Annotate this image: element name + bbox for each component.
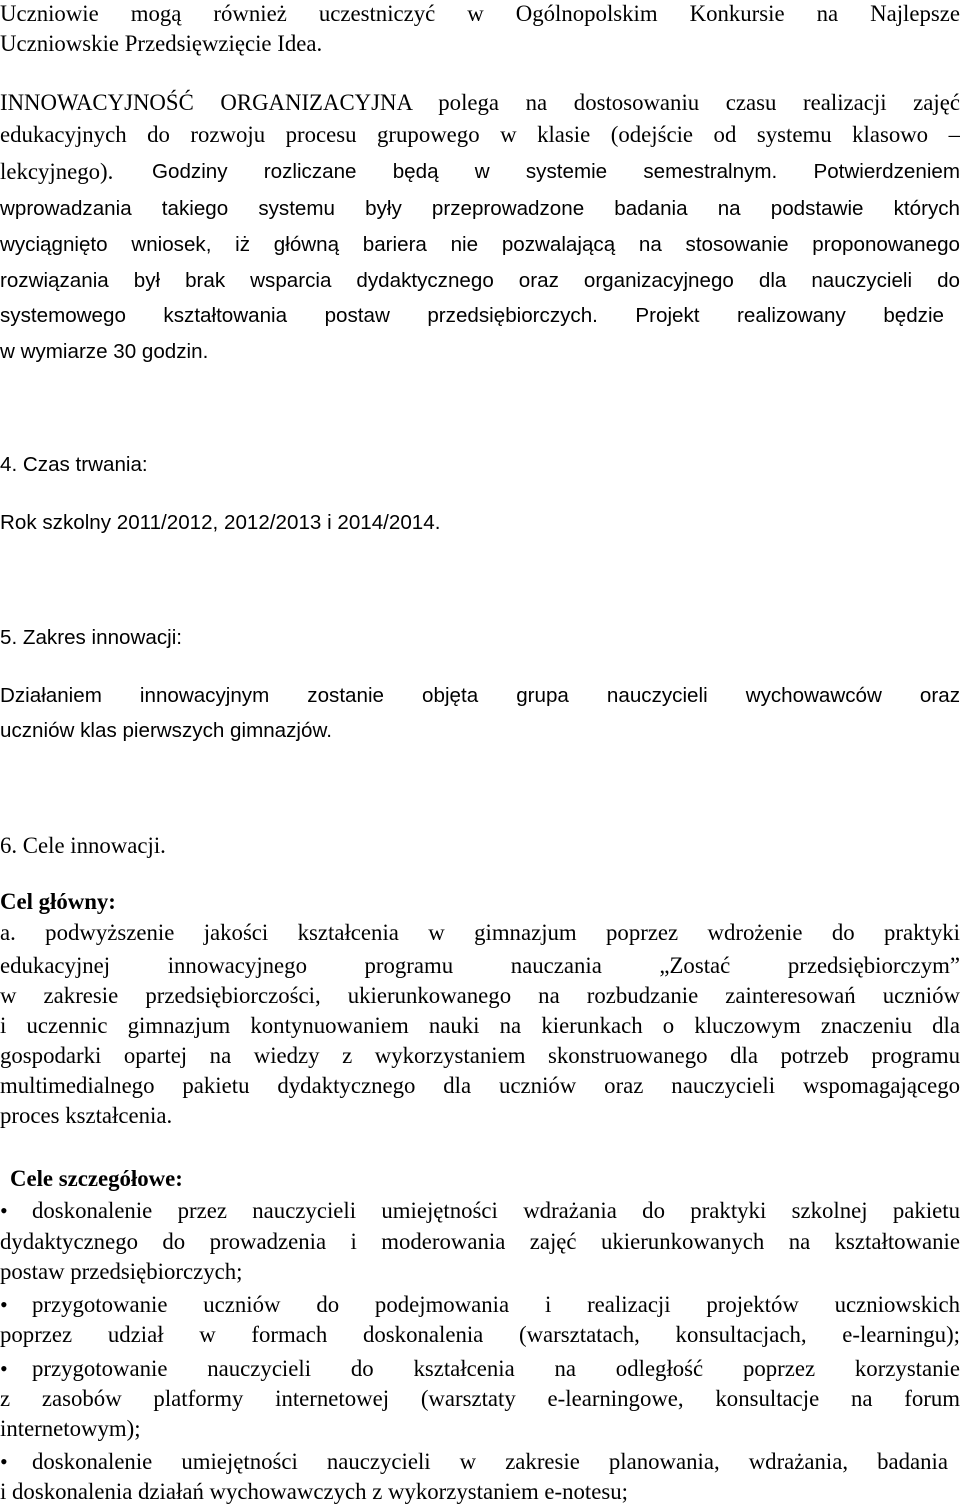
specific-goal-line: poprzez udział w formach doskonalenia (warsztatach, konsultacjach, e-learningu); xyxy=(0,1322,960,1347)
specific-goals-heading: Cele szczegółowe: xyxy=(10,1166,183,1191)
innovation-line-6: rozwiązania był brak wsparcia dydaktycznego oraz organizacyjnego dla nauczycieli do xyxy=(0,269,960,292)
specific-goal-first-line: doskonalenie przez nauczycieli umiejętności wdrażania do praktyki szkolnej pakietu xyxy=(32,1198,960,1223)
specific-goal-first-line: doskonalenie umiejętności nauczycieli w zakresie planowania, wdrażania, badania xyxy=(32,1449,948,1474)
specific-goal-line: z zasobów platformy internetowej (warsztaty e-learningowe, konsultacje na forum xyxy=(0,1386,960,1411)
specific-goal-line: postaw przedsiębiorczych; xyxy=(0,1259,243,1284)
bullet-icon: • xyxy=(0,1449,8,1474)
section-5-line-1: Działaniem innowacyjnym zostanie objęta grupa nauczycieli wychowawców oraz xyxy=(0,684,960,707)
innovation-line-3 xyxy=(0,157,960,187)
section-4-heading: 4. Czas trwania: xyxy=(0,453,148,476)
main-goal-line: edukacyjnej innowacyjnego programu nauczania „Zostać przedsiębiorczym” xyxy=(0,953,960,978)
innovation-line-3-a: lekcyjnego). xyxy=(0,159,114,184)
specific-goal-line: i doskonalenia działań wychowawczych z wykorzystaniem e-notesu; xyxy=(0,1479,628,1504)
main-goal-line: w zakresie przedsiębiorczości, ukierunkowanego na rozbudzanie zainteresowań uczniów xyxy=(0,983,960,1008)
innovation-line-1: INNOWACYJNOŚĆ ORGANIZACYJNA polega na dostosowaniu czasu realizacji zajęć xyxy=(0,90,960,115)
section-6-heading: 6. Cele innowacji. xyxy=(0,833,166,858)
main-goal-heading: Cel główny: xyxy=(0,889,116,914)
specific-goal-first-line: przygotowanie nauczycieli do kształcenia na odległość poprzez korzystanie xyxy=(32,1356,960,1381)
section-4-body: Rok szkolny 2011/2012, 2012/2013 i 2014/2014. xyxy=(0,511,441,534)
innovation-line-4: wprowadzania takiego systemu były przeprowadzone badania na podstawie których xyxy=(0,197,960,220)
innovation-line-8: w wymiarze 30 godzin. xyxy=(0,340,209,363)
specific-goal-line: dydaktycznego do prowadzenia i moderowania zajęć ukierunkowanych na kształtowanie xyxy=(0,1229,960,1254)
specific-goal-line: internetowym); xyxy=(0,1416,141,1441)
main-goal-line: a. podwyższenie jakości kształcenia w gimnazjum poprzez wdrożenie do praktyki xyxy=(0,920,960,945)
innovation-line-2: edukacyjnych do rozwoju procesu grupowego w klasie (odejście od systemu klasowo – xyxy=(0,122,960,147)
intro-line-1: Uczniowie mogą również uczestniczyć w Ogólnopolskim Konkursie na Najlepsze xyxy=(0,1,960,26)
specific-goal-first-line: przygotowanie uczniów do podejmowania i realizacji projektów uczniowskich xyxy=(32,1292,960,1317)
main-goal-line: i uczennic gimnazjum kontynuowaniem nauki na kierunkach o kluczowym znaczeniu dla xyxy=(0,1013,960,1038)
bullet-icon: • xyxy=(0,1292,8,1317)
main-goal-line: gospodarki opartej na wiedzy z wykorzystaniem skonstruowanego dla potrzeb programu xyxy=(0,1043,960,1068)
innovation-line-7: systemowego kształtowania postaw przedsiębiorczych. Projekt realizowany będzie xyxy=(0,304,944,327)
section-5-heading: 5. Zakres innowacji: xyxy=(0,626,182,649)
bullet-icon: • xyxy=(0,1356,8,1381)
main-goal-line: proces kształcenia. xyxy=(0,1103,173,1128)
innovation-line-5: wyciągnięto wniosek, iż główną bariera nie pozwalającą na stosowanie proponowanego xyxy=(0,233,960,256)
bullet-icon: • xyxy=(0,1198,8,1223)
intro-line-2: Uczniowskie Przedsięwzięcie Idea. xyxy=(0,31,323,56)
section-5-line-2: uczniów klas pierwszych gimnazjów. xyxy=(0,719,332,742)
main-goal-line: multimedialnego pakietu dydaktycznego dla uczniów oraz nauczycieli wspomagającego xyxy=(0,1073,960,1098)
innovation-line-3-b: Godziny rozliczane będą w systemie semestralnym. Potwierdzeniem xyxy=(152,160,960,183)
